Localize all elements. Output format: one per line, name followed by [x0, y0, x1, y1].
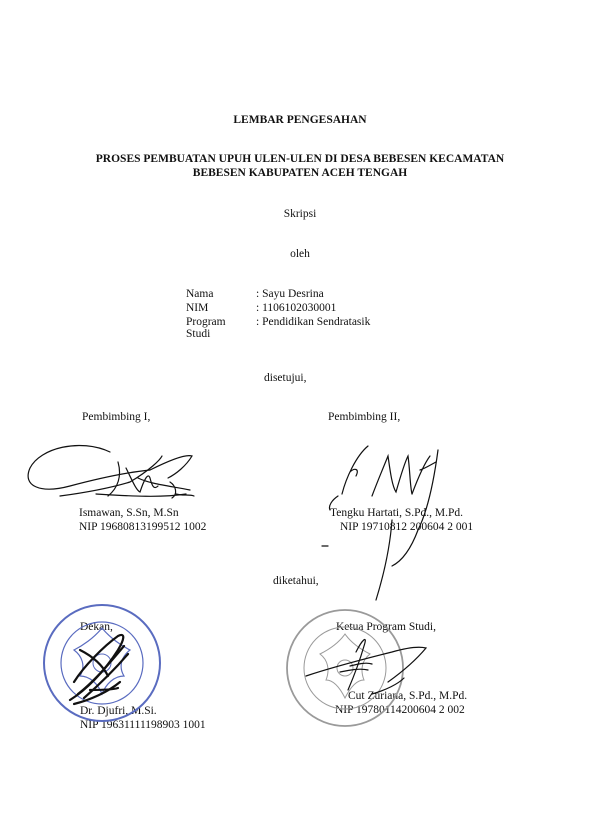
advisor-2-signature	[322, 446, 438, 600]
by-label: oleh	[290, 248, 310, 260]
nim-value: : 1106102030001	[256, 302, 337, 314]
advisor-1-name: Ismawan, S.Sn, M.Sn	[79, 507, 179, 519]
dean-stamp	[44, 605, 160, 721]
head-signature	[306, 639, 426, 694]
program-value: : Pendidikan Sendratasik	[256, 316, 371, 328]
program-label: Program Studi	[186, 316, 226, 340]
thesis-title-line-2: BEBESEN KABUPATEN ACEH TENGAH	[192, 167, 408, 179]
advisor-1-role: Pembimbing I,	[82, 411, 151, 423]
nim-label: NIM	[186, 302, 209, 314]
dean-nip: NIP 19631111198903 1001	[80, 719, 206, 731]
dean-role: Dekan,	[80, 621, 113, 633]
advisor-2-nip: NIP 19710812 200604 2 001	[340, 521, 474, 533]
known-label: diketahui,	[273, 575, 319, 587]
dean-signature	[70, 635, 128, 704]
advisor-2-role: Pembimbing II,	[328, 411, 401, 423]
document-type: Skripsi	[283, 208, 317, 220]
head-role: Ketua Program Studi,	[336, 621, 436, 633]
faculty-stamp	[287, 610, 403, 726]
head-name: Cut Zuriana, S.Pd., M.Pd.	[348, 690, 468, 702]
thesis-title-line-1: PROSES PEMBUATAN UPUH ULEN-ULEN DI DESA BEBESEN KECAMATAN	[95, 153, 505, 165]
head-nip: NIP 19780114200604 2 002	[335, 704, 465, 716]
page-title: LEMBAR PENGESAHAN	[233, 114, 367, 126]
dean-name: Dr. Djufri, M.Si.	[80, 705, 157, 717]
name-label: Nama	[186, 288, 214, 300]
name-value: : Sayu Desrina	[256, 288, 324, 300]
advisor-2-name: Tengku Hartati, S.Pd., M.Pd.	[330, 507, 464, 519]
advisor-1-nip: NIP 19680813199512 1002	[79, 521, 207, 533]
approved-label: disetujui,	[264, 372, 307, 384]
advisor-1-signature	[28, 445, 194, 498]
